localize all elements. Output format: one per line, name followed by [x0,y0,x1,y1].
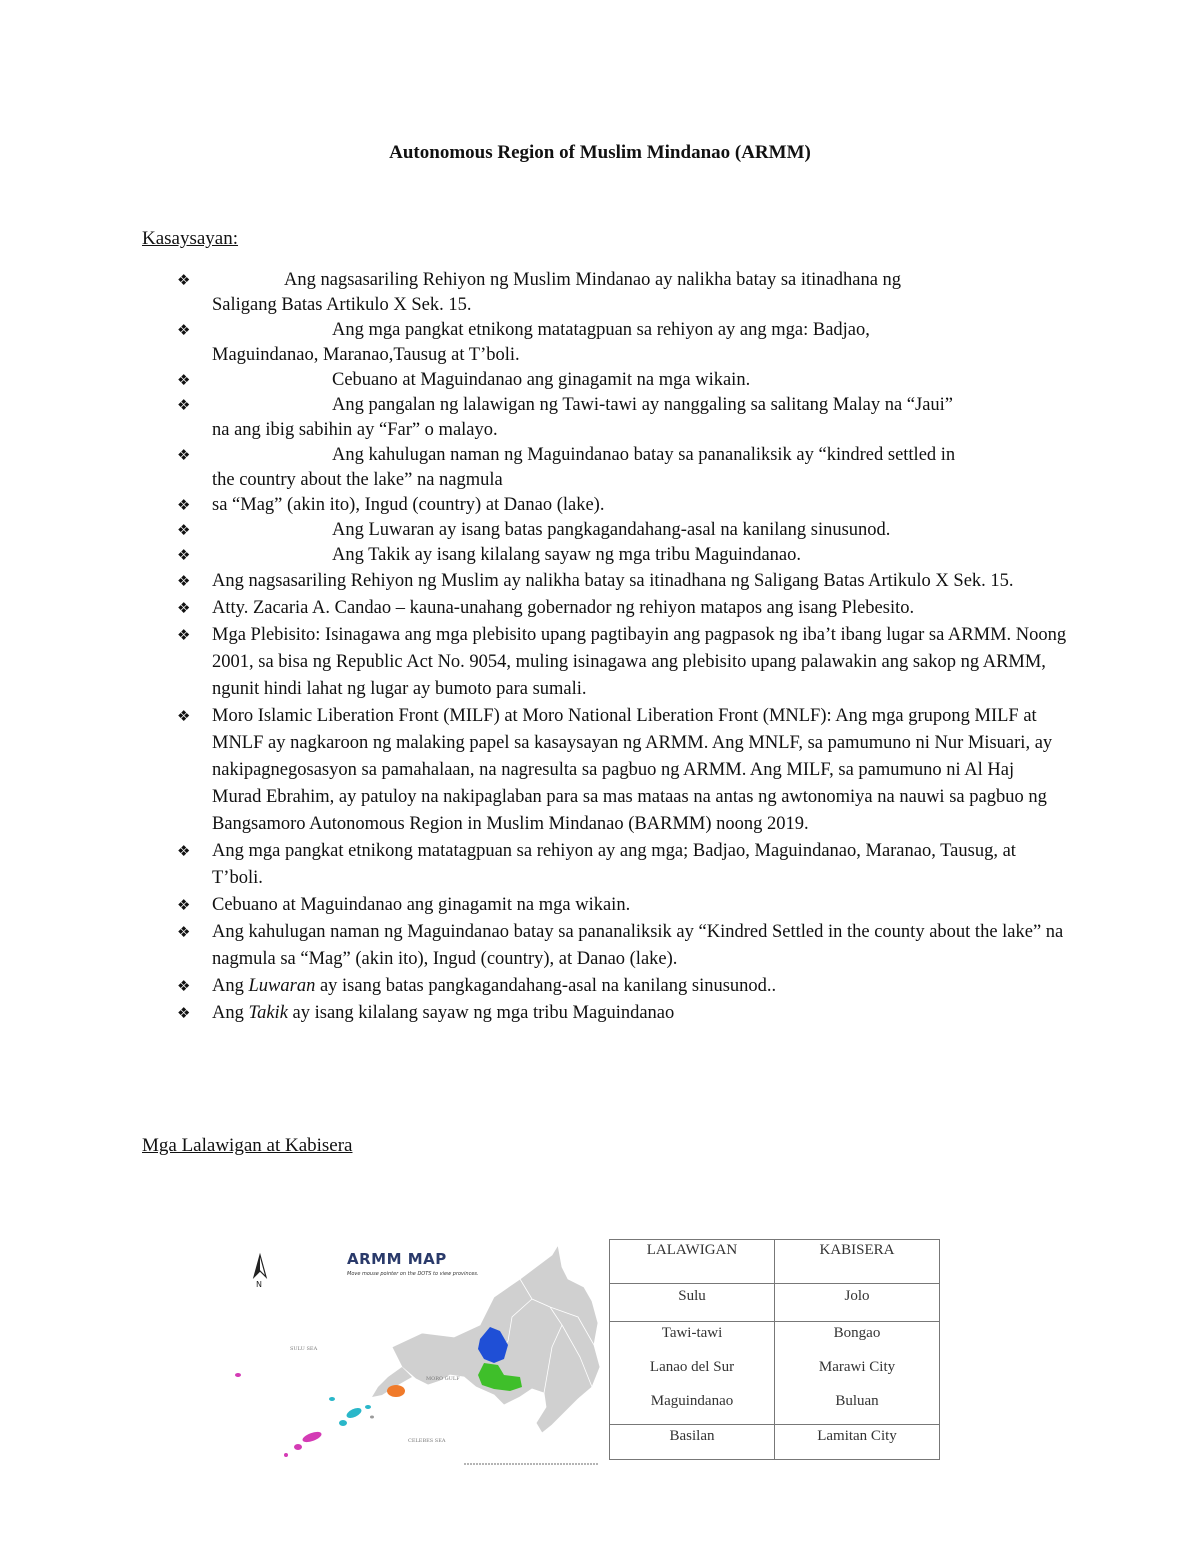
diamond-bullet-icon: ❖ [177,842,191,860]
list-item [177,318,1067,368]
list-item-emphasis: Luwaran [248,976,316,996]
list-item-emphasis: Takik [248,1003,288,1023]
map-subtitle: Move mouse pointer on the DOTS to view provinces. [347,1271,479,1277]
svg-text:N: N [256,1280,262,1289]
list-item-text: Ang nagsasariling Rehiyon ng Muslim Mindanao ay nalikha batay sa itinadhana ng [284,270,902,290]
sulu-islands [329,1397,374,1426]
capital-cell: Jolo [775,1284,940,1322]
list-item [177,443,1067,493]
list-item [177,518,1067,543]
list-item-text: Ang kahulugan naman ng Maguindanao batay sa pananaliksik ay “kindred settled in [332,445,956,465]
list-item-continuation: the country about the lake” na nagmula [212,470,503,490]
list-item-text: Ang mga pangkat etnikong matatagpuan sa rehiyon ay ang mga: Badjao, [332,320,870,340]
list-item-text: Ang [212,1003,249,1023]
list-item-text: Ang nagsasariling Rehiyon ng Muslim ay nalikha batay sa itinadhana ng Saligang Batas Artikulo X Sek. 15. [212,571,1014,591]
list-item [177,919,1067,973]
list-item-continuation: Saligang Batas Artikulo X Sek. 15. [212,295,472,315]
list-item-text: Ang Luwaran ay isang batas pangkagandahang-asal na kanilang sinusunod. [332,520,891,540]
province-cell: Basilan [610,1425,775,1460]
list-item-text: Atty. Zacaria A. Candao – kauna-unahang gobernador ng rehiyon matapos ang isang Plebesito. [212,598,915,618]
list-item [177,493,1067,518]
list-item [177,595,1067,622]
diamond-bullet-icon: ❖ [177,599,191,617]
list-item-continuation: Maguindanao, Maranao,Tausug at T’boli. [212,345,520,365]
list-item-continuation: na ang ibig sabihin ay “Far” o malayo. [212,420,498,440]
provinces-table [609,1239,940,1460]
diamond-bullet-icon: ❖ [177,707,191,725]
list-item-text: Ang Takik ay isang kilalang sayaw ng mga tribu Maguindanao. [332,545,801,565]
list-item-text: Cebuano at Maguindanao ang ginagamit na mga wikain. [332,370,751,390]
header-kabisera: KABISERA [775,1240,940,1284]
diamond-bullet-icon: ❖ [177,371,191,389]
diamond-bullet-icon: ❖ [177,572,191,590]
list-item-text: Ang pangalan ng lalawigan ng Tawi-tawi ay nanggaling sa salitang Malay na “Jaui” [332,395,954,415]
sea-label: MORO GULF [426,1376,460,1382]
map-title: ARMM MAP [347,1250,447,1268]
province-cell: Sulu [610,1284,775,1322]
list-item-text: sa “Mag” (akin ito), Ingud (country) at Danao (lake). [212,495,605,515]
history-heading: Kasaysayan: [142,228,239,249]
table-row [610,1322,940,1357]
sea-label: SULU SEA [290,1346,318,1352]
table-row [610,1390,940,1425]
sea-label: CELEBES SEA [408,1438,446,1444]
list-item-text: Cebuano at Maguindanao ang ginagamit na mga wikain. [212,895,631,915]
list-item [177,268,1067,318]
diamond-bullet-icon: ❖ [177,626,191,644]
province-cell: Tawi-tawi [610,1322,775,1357]
list-item [177,622,1067,703]
capital-cell: Bongao [775,1322,940,1357]
diamond-bullet-icon: ❖ [177,923,191,941]
list-item [177,393,1067,443]
diamond-bullet-icon: ❖ [177,321,191,339]
capital-cell: Marawi City [775,1356,940,1390]
page-title: Autonomous Region of Muslim Mindanao (ARMM) [389,142,811,163]
diamond-bullet-icon: ❖ [177,1004,191,1022]
diamond-bullet-icon: ❖ [177,496,191,514]
list-item [177,568,1067,595]
province-cell: Maguindanao [610,1390,775,1425]
list-item-text: ay isang batas pangkagandahang-asal na kanilang sinusunod.. [315,976,777,996]
capital-cell: Lamitan City [775,1425,940,1460]
diamond-bullet-icon: ❖ [177,896,191,914]
list-item [177,1000,1067,1027]
provinces-heading: Mga Lalawigan at Kabisera [142,1135,353,1156]
diamond-bullet-icon: ❖ [177,546,191,564]
table-row [610,1356,940,1390]
north-arrow-icon [254,1255,266,1289]
basilan-shape [387,1385,405,1397]
list-item [177,892,1067,919]
list-item-text: Ang kahulugan naman ng Maguindanao batay sa pananaliksik ay “Kindred Settled in the county about the lake” na nagmula sa “Mag” (akin ito), Ingud (country), at Danao (lake). [212,922,1064,969]
tawi-tawi-islands [235,1373,323,1457]
list-item-text: ay isang kilalang sayaw ng mga tribu Maguindanao [287,1003,675,1023]
province-cell: Lanao del Sur [610,1356,775,1390]
list-item [177,973,1067,1000]
list-item-text: Ang [212,976,249,996]
diamond-bullet-icon: ❖ [177,521,191,539]
list-item-text: Mga Plebisito: Isinagawa ang mga plebisito upang pagtibayin ang pagpasok ng iba’t ibang lugar sa ARMM. Noong 2001, sa bisa ng Republic Act No. 9054, muling isinagawa ang plebisito upang palawakin ang sakop ng ARMM, ngunit hindi lahat ng lugar ay bumoto para sumali. [212,625,1067,699]
list-item [177,368,1067,393]
diamond-bullet-icon: ❖ [177,446,191,464]
diamond-bullet-icon: ❖ [177,396,191,414]
list-item-text: Ang mga pangkat etnikong matatagpuan sa rehiyon ay ang mga; Badjao, Maguindanao, Maranao, Tausug, at T’boli. [212,841,1016,888]
diamond-bullet-icon: ❖ [177,271,191,289]
header-lalawigan: LALAWIGAN [610,1240,775,1284]
table-row [610,1425,940,1460]
table-header-row [610,1240,940,1284]
capital-cell: Buluan [775,1390,940,1425]
history-list [177,268,1067,1027]
list-item-text: Moro Islamic Liberation Front (MILF) at Moro National Liberation Front (MNLF): Ang mga grupong MILF at MNLF ay nagkaroon ng malaking papel sa kasaysayan ng ARMM. Ang MNLF, sa pamumuno ni Nur Misuari, ay nakipagnegosasyon sa pamahalaan, na nagresulta sa pagbuo ng ARMM. Ang MILF, sa pamumuno ni Al Haj Murad Ebrahim, ay patuloy na nakipaglaban para sa mas mataas na antas ng awtonomiya na nauwi sa pagbuo ng Bangsamoro Autonomous Region in Muslim Mindanao (BARMM) noong 2019. [212,706,1053,834]
list-item [177,703,1067,838]
table-row [610,1284,940,1322]
diamond-bullet-icon: ❖ [177,977,191,995]
list-item [177,543,1067,568]
list-item [177,838,1067,892]
